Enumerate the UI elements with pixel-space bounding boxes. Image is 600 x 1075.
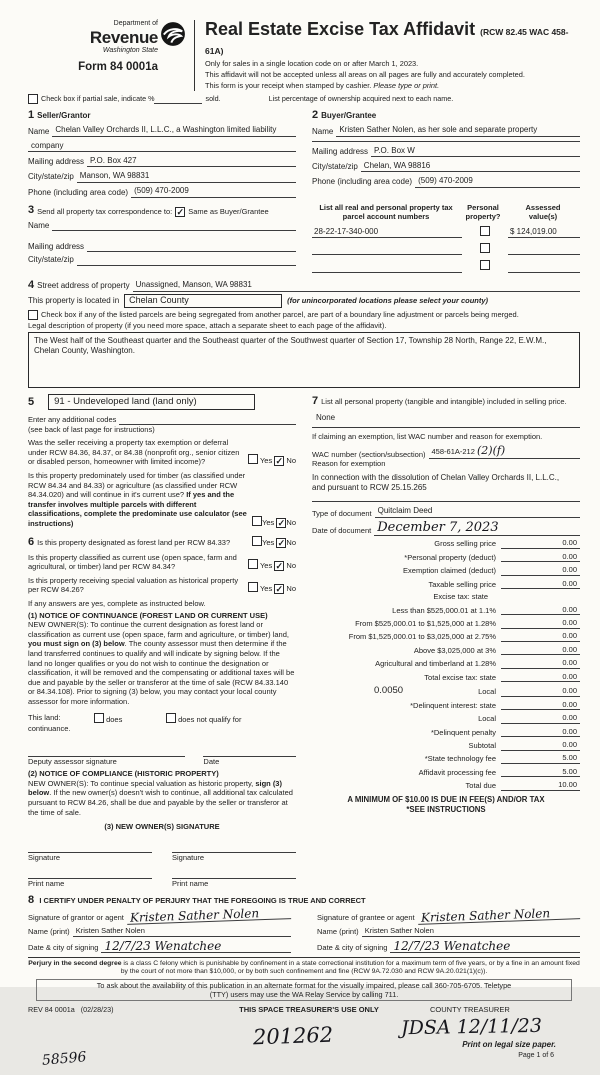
parcel-row [312,260,580,272]
fee-amount-input[interactable]: 0.00 [501,605,580,616]
parties-section [28,108,580,198]
grantee-print-name-input[interactable]: Kristen Sather Nolen [362,926,580,937]
personal-property-col-header: Personal property? [465,202,501,221]
fee-label: Affidavit processing fee [418,767,496,777]
q6a-no-checkbox[interactable]: ✓ [277,537,286,548]
section6-number: 6 [28,535,35,548]
notice1-body: NEW OWNER(S): To continue the current designation as forest land or classification as current use (open space, farm and agriculture, or timber) land, you must sign on (3) below. The county assessor must then determine if the land transferred continues to qualify and will indicate by signing below. If the land no longer qualifies or you do not wish to continue the designation or classification, it will be removed and the compensating or additional taxes will be due and payable by the seller or transferor at the time of sale (RCW 84.33.140 or 84.34.108). Prior to signing (3) below, you may contact your local county assessor for more information. [28,620,295,706]
county-select[interactable]: Chelan County [124,294,282,309]
form-rcw: (RCW 82.45 WAC 458-61A) [205,27,569,56]
forest-land-question: 6 Is this property designated as forest land per RCW 84.33? Yes ✓No [28,535,296,548]
seller-city-label: City/state/zip [28,172,74,182]
buyer-name-input[interactable]: Kristen Sather Nolen, as her sole and separate property [336,125,580,137]
divider [312,501,580,502]
agency-state: Washington State [102,46,158,54]
buyer-city-label: City/state/zip [312,162,358,172]
fee-label: Local [478,687,496,697]
this-land-label: This land: [28,712,61,722]
segregated-checkbox[interactable] [28,310,38,320]
agency-name: Revenue [89,27,158,47]
fee-amount-input[interactable]: 0.00 [501,700,580,711]
exemption-reason-line2[interactable]: and pursuant to RCW 25.15.265 [312,483,427,493]
agency-block [28,20,186,91]
seller-mailing-input[interactable]: P.O. Box 427 [87,156,296,168]
fee-schedule [312,538,580,790]
fee-label: *Delinquent interest: state [410,700,496,710]
q5b-no-checkbox[interactable]: ✓ [277,517,286,528]
buyer-mailing-input[interactable]: P.O. Box W [371,146,580,158]
same-as-buyer-label: Same as Buyer/Grantee [188,207,269,217]
minimum-due-note: A MINIMUM OF $10.00 IS DUE IN FEE(S) AND/OR TAX [347,794,545,804]
grantee-signature-label: Signature of grantee or agent [317,912,415,922]
revenue-logo-icon [160,21,186,47]
deputy-assessor-signature-input[interactable] [28,746,185,757]
owner2-print-name-input[interactable] [172,868,296,879]
buyer-phone-input[interactable]: (509) 470-2009 [415,176,580,188]
document-date-input[interactable]: December 7, 2023 [374,521,580,536]
owner2-signature-input[interactable] [172,842,296,853]
legal-description-label: Legal description of property (if you need more space, attach a separate sheet to each page of the affidavit). [28,321,387,331]
fee-label: Total excise tax: state [424,672,496,682]
parcel-col-header: List all real and personal property tax parcel account numbers [319,202,453,221]
parcel-number-input[interactable] [312,262,462,273]
county-note: (for unincorporated locations please select your county) [287,296,489,306]
section5-number: 5 [28,395,35,408]
fee-amount-input[interactable]: 0.00 [501,538,580,549]
correspondence-section [28,203,296,273]
deputy-date-label: Date [203,756,220,766]
main-columns [28,394,580,889]
fee-label: Agricultural and timberland at 1.28% [375,659,496,669]
header-note-2: This affidavit will not be accepted unless all areas on all pages are fully and accurately completed. [205,70,525,80]
seller-name-input[interactable]: Chelan Valley Orchards II, L.L.C., a Washington limited liability [52,125,296,137]
parcel-table [312,203,580,273]
grantee-print-name-label: Name (print) [317,927,359,937]
q5a-yes-checkbox[interactable] [248,454,258,464]
parcel-number-input[interactable] [312,244,462,255]
title-block [194,20,580,91]
does-checkbox[interactable] [94,713,104,723]
correspondence-label: Send all property tax correspondence to: [37,207,173,217]
q6b-no-checkbox[interactable]: ✓ [275,560,284,571]
header-note-1: Only for sales in a single location code on or after March 1, 2023. [205,59,419,69]
county-treasurer-label: COUNTY TREASURER [430,1005,510,1015]
q5b-yes-checkbox[interactable] [252,516,262,526]
agency-dept: Department of [113,20,158,27]
seller-city-input[interactable]: Manson, WA 98831 [77,171,296,183]
assessed-value-col-header: Assessed value(s) [525,202,561,221]
fee-amount-input[interactable]: 5.00 [501,767,580,778]
owner1-signature-input[interactable] [28,842,152,853]
personal-property-section: 7 List all personal property (tangible and intangible) included in selling price. [312,394,567,407]
grantee-signature-block [317,906,580,953]
wac-handwritten-subsection: (2)(f) [476,443,506,457]
perjury-statement: Perjury in the second degree is a class C felony which is punishable by confinement in a state correctional institution for a maximum term of five years, or by a fine in an amount fixed by the court of not more than $10,000, or by both such confinement and fine (RCW 9A.72.030 and RCW 9A.20.021(1)(c)). [28,957,580,977]
q6b-yes-checkbox[interactable] [248,559,258,569]
divider [312,427,580,428]
assessed-value-input[interactable] [508,262,580,273]
assessed-value-input[interactable] [508,244,580,255]
q5a-no-checkbox[interactable]: ✓ [275,455,284,466]
fee-label: Total due [465,781,496,791]
form-title: Real Estate Excise Tax Affidavit (RCW 82.45 WAC 458-61A) [205,19,569,56]
section4-number: 4 [28,278,35,291]
wac-number-input[interactable]: 458-61A-212 (2)(f) [429,444,580,460]
certification-section [28,893,580,953]
timber-agriculture-question: Is this property predominately used for timber (as classified under RCW 84.34 and 84.33) or agriculture (as classified under RCW 84.34.020) and will continue in it's current use? If yes and the transfer involves multiple parcels with different classifications, complete the predominate use calculator (see instructions) Yes ✓No [28,470,296,528]
section8-number: 8 [28,894,35,907]
q6c-yes-checkbox[interactable] [248,582,258,592]
use-code-input[interactable]: 91 - Undeveloped land (land only) [48,394,255,410]
section7-number: 7 [312,394,319,407]
exemption-deferral-question: Was the seller receiving a property tax exemption or deferral under RCW 84.36, 84.37, or 84.38 (nonprofit org., senior citizen or disabled person, homeowner with limited income)? Yes ✓ No [28,438,296,467]
parcel-number-input[interactable]: 28-22-17-340-000 [312,227,462,238]
property-location-section [28,278,580,388]
historical-question: Is this property receiving special valuation as historical property per RCW 84.26? Yes ✓ No [28,575,296,595]
treasurer-stamp-number: 201262 [252,1022,334,1050]
fee-amount-input[interactable]: 10.00 [501,780,580,791]
correspondence-name-label: Name [28,220,50,230]
document-type-label: Type of document [312,508,372,518]
partial-sale-checkbox[interactable] [28,94,38,104]
same-as-buyer-checkbox[interactable]: ✓ [176,206,184,217]
new-owner-signature-title: (3) NEW OWNER(S) SIGNATURE [104,822,220,832]
owner1-print-name-label: Print name [28,879,65,889]
local-rate-value: 0.0050 [374,684,404,696]
fee-amount-input[interactable]: 0.00 [501,740,580,751]
fee-label: *Personal property (deduct) [404,552,496,562]
grantor-signature-input[interactable]: Kristen Sather Nolen [127,907,291,925]
document-date-label: Date of document [312,526,372,536]
reason-for-exemption-label: Reason for exemption [312,459,386,469]
document-type-input[interactable]: Quitclaim Deed [375,506,580,518]
owner2-signature-label: Signature [172,852,205,862]
fee-label: Taxable selling price [428,579,496,589]
right-column [312,394,580,889]
fee-label: Local [478,714,496,724]
deputy-assessor-row [28,746,296,767]
section2-number: 2 [312,108,319,121]
fee-amount-input[interactable]: 0.00 [501,645,580,656]
fee-label: Above $3,025,000 at 3% [413,645,496,655]
notice2-body: NEW OWNER(S): To continue special valuation as historic property, sign (3) below. If the new owner(s) doesn't wish to continue, all additional tax calculated pursuant to RCW 84.26, shall be due and payable by the seller or transferor at the time of sale. [28,778,293,817]
see-instructions-note: *SEE INSTRUCTIONS [406,804,486,814]
owner2-print-name-label: Print name [172,879,209,889]
see-back-note: (see back of last page for instructions) [28,424,155,434]
continuance-label: continuance. [28,724,71,734]
buyer-section [312,108,580,198]
left-column [28,394,296,889]
corner-handwritten-number: 58596 [41,1049,88,1069]
buyer-name-input-2[interactable] [312,141,580,143]
ownership-note: List percentage of ownership acquired next to each name. [268,94,454,104]
located-in-label: This property is located in [28,295,120,305]
partial-sold-label: sold. [205,94,221,104]
personal-property-checkbox[interactable] [480,226,490,236]
form-header [28,20,580,91]
grantor-date-city-input[interactable]: 12/7/23 Wenatchee [101,941,291,953]
owner1-signature-label: Signature [28,852,61,862]
assessed-value-input[interactable]: $ 124,019.00 [508,227,580,238]
fee-label: *State technology fee [424,754,496,764]
fee-amount-input[interactable]: 0.00 [501,658,580,669]
section1-number: 1 [28,108,35,121]
legal-description-input[interactable]: The West half of the Southeast quarter and the Southeast quarter of the Southwest quarter of Section 17, Township 28 North, Range 22, E.W.M., Chelan County, Washington. [28,332,580,388]
correspondence-city-input[interactable] [77,264,296,266]
seller-phone-input[interactable]: (509) 470-2009 [131,186,296,198]
grantee-date-city-label: Date & city of signing [317,943,388,953]
fee-amount-input[interactable]: 0.00 [501,579,580,590]
buyer-city-input[interactable]: Chelan, WA 98816 [361,161,580,173]
personal-property-checkbox[interactable] [480,260,490,270]
certify-statement: I CERTIFY UNDER PENALTY OF PERJURY THAT THE FOREGOING IS TRUE AND CORRECT [39,896,366,906]
fee-amount-input[interactable]: 0.00 [501,686,580,697]
street-address-label: Street address of property [37,281,130,291]
correspondence-mailing-input[interactable] [87,250,296,252]
fee-label: Gross selling price [434,539,496,549]
q6a-yes-checkbox[interactable] [252,536,262,546]
form-number: Form 84 0001a [78,60,158,73]
seller-section [28,108,296,198]
parcel-row [312,226,580,238]
segregated-label: Check box if any of the listed parcels are being segregated from another parcel, are part of a boundary line adjustment or parcels being merged. [41,310,519,320]
seller-name-input-2[interactable]: company [28,141,296,153]
exemption-note: If claiming an exemption, list WAC number and reason for exemption. [312,432,543,442]
land-qualify-row: This land: does does not qualify for [28,712,242,724]
buyer-mailing-label: Mailing address [312,147,369,156]
does-not-checkbox[interactable] [166,713,176,723]
grantor-print-name-label: Name (print) [28,927,70,937]
seller-phone-label: Phone (including area code) [28,187,129,197]
correspondence-parcels-row [28,203,580,273]
wac-number-label: WAC number (section/subsection) [312,449,426,459]
section3-number: 3 [28,203,35,216]
fee-label: Exemption claimed (deduct) [403,566,496,576]
fee-label: From $1,525,000.01 to $3,025,000 at 2.75% [348,632,496,642]
partial-sale-row [28,94,580,104]
treasurer-initials-date: JDSA 12/11/23 [400,1014,543,1040]
grantor-signature-block [28,906,291,953]
partial-sale-label: Check box if partial sale, indicate % [41,94,155,104]
fee-amount-input[interactable]: 0.00 [501,552,580,563]
fee-amount-input[interactable]: 0.00 [501,713,580,724]
personal-property-checkbox[interactable] [480,243,490,253]
fee-label: *Delinquent penalty [430,727,496,737]
fee-amount-input[interactable]: 0.00 [501,631,580,642]
seller-mailing-label: Mailing address [28,157,85,167]
header-note-3: This form is your receipt when stamped by cashier. Please type or print. [205,81,440,91]
buyer-phone-label: Phone (including area code) [312,177,413,187]
partial-percent-input[interactable] [154,95,202,104]
additional-codes-label: Enter any additional codes [28,414,117,424]
owner-signature-row-2 [28,868,296,889]
deputy-assessor-label: Deputy assessor signature [28,756,117,766]
correspondence-name-input[interactable] [52,229,296,231]
alternate-format-note: To ask about the availability of this publication in an alternate format for the visually impaired, please call 360-705-6705. Teletype (TTY) users may use the WA Relay Service by calling 711. [36,979,572,1002]
treasurer-use-label: THIS SPACE TREASURER'S USE ONLY [239,1005,379,1015]
fee-label: Less than $525,000.01 at 1.1% [392,605,496,615]
personal-property-value[interactable]: None [316,412,336,422]
treasurer-stamp-area [28,1015,580,1075]
seller-name-label: Name [28,126,50,136]
fee-amount-input[interactable]: 0.00 [501,672,580,683]
current-use-question: Is this property classified as current use (open space, farm and agricultural, or timber) land per RCW 84.34? Yes ✓ No [28,552,296,572]
fee-amount-input[interactable]: 0.00 [501,618,580,629]
grantor-signature-label: Signature of grantor or agent [28,912,124,922]
fee-label: Subtotal [468,741,496,751]
rev-number: REV 84 0001a (02/28/23) [28,1005,114,1015]
fee-amount-input[interactable]: 0.00 [501,727,580,738]
deputy-date-input[interactable] [203,746,296,757]
fee-amount-input[interactable]: 5.00 [501,753,580,764]
excise-tax-state-header: Excise tax: state [433,592,488,602]
notice1-title: (1) NOTICE OF CONTINUANCE (FOREST LAND OR CURRENT USE) [28,610,268,620]
buyer-heading: Buyer/Grantee [321,110,377,120]
q6c-no-checkbox[interactable]: ✓ [275,583,284,594]
print-legal-note: Print on legal size paper. [462,1040,556,1050]
owner-signature-row-1 [28,842,296,863]
if-any-note: If any answers are yes, complete as instructed below. [28,598,206,608]
parcel-row [312,243,580,255]
page-indicator: Page 1 of 6 [518,1052,554,1060]
notice2-title: (2) NOTICE OF COMPLIANCE (HISTORIC PROPERTY) [28,769,219,779]
street-address-input[interactable]: Unassigned, Manson, WA 98831 [133,280,580,292]
grantor-print-name-input[interactable]: Kristen Sather Nolen [73,926,291,937]
fee-amount-input[interactable]: 0.00 [501,565,580,576]
fee-label: From $525,000.01 to $1,525,000 at 1.28% [355,618,496,628]
grantee-date-city-input[interactable]: 12/7/23 Wenatchee [390,941,580,953]
correspondence-city-label: City/state/zip [28,255,74,265]
owner1-print-name-input[interactable] [28,868,152,879]
grantor-date-city-label: Date & city of signing [28,943,99,953]
seller-heading: Seller/Grantor [37,110,91,120]
exemption-reason-line1[interactable]: In connection with the dissolution of Chelan Valley Orchards II, L.L.C., [312,472,560,482]
grantee-signature-input[interactable]: Kristen Sather Nolen [417,907,580,925]
signature-blocks [28,906,580,953]
correspondence-mailing-label: Mailing address [28,241,85,251]
buyer-name-label: Name [312,126,334,136]
